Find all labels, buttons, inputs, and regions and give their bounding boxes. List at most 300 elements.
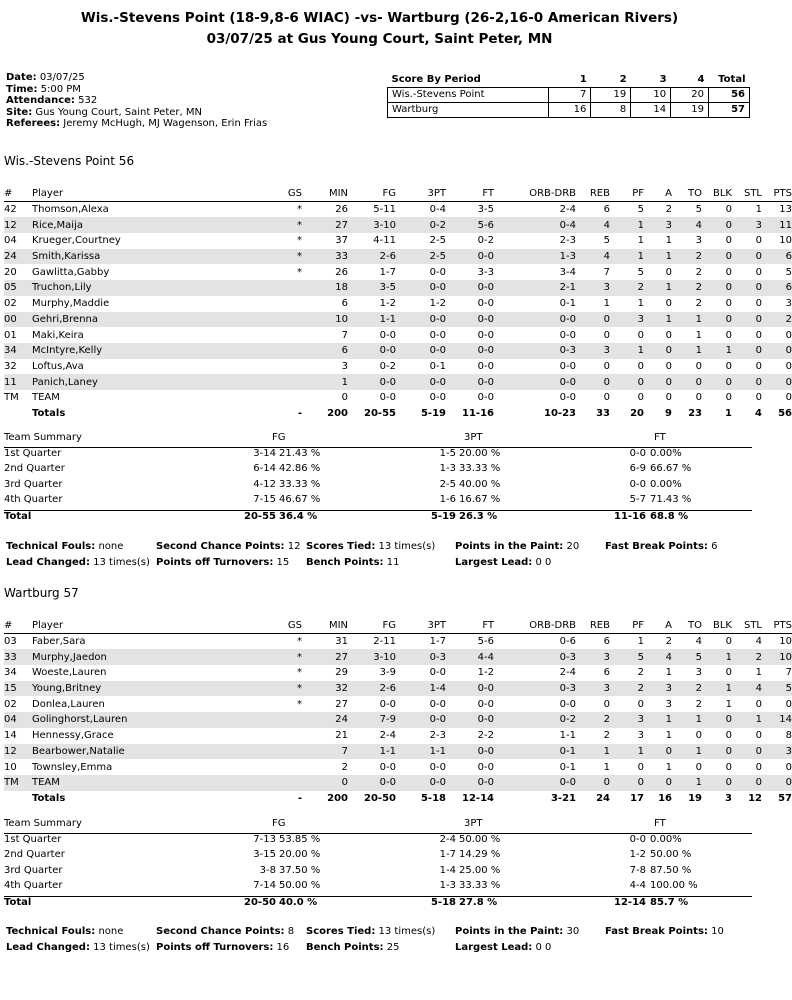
total-cell: 1	[725, 407, 732, 419]
summary-cell: 71.43 %	[650, 494, 692, 506]
stat-cell: 0-1	[559, 298, 576, 310]
summary-header	[4, 818, 752, 834]
score-row	[388, 102, 750, 117]
misc-stat-label: Fast Break Points:	[605, 541, 708, 552]
stat-cell	[222, 775, 312, 791]
summary-header	[4, 432, 752, 448]
stat-cell: 0	[576, 374, 610, 390]
stat-cell: 1-1	[559, 730, 576, 742]
summary-cell: 33.33 %	[459, 880, 501, 892]
stat-cell: 1	[702, 681, 732, 697]
stat-cell: 0	[702, 217, 732, 233]
player-row	[4, 202, 792, 218]
player-row	[4, 390, 792, 406]
stat-cell: 3	[785, 298, 792, 310]
stat-cell: 1-1	[396, 744, 446, 760]
misc-stat-label: Largest Lead:	[455, 942, 533, 953]
total-cell: 11-16	[462, 407, 494, 419]
total-cell: 4	[755, 407, 762, 419]
column-header: 3PT	[396, 186, 446, 202]
misc-stat	[306, 541, 435, 552]
column-header: A	[644, 618, 672, 634]
player-row	[4, 280, 792, 296]
player-row	[4, 696, 792, 712]
stat-cell: 3	[576, 681, 610, 697]
summary-cell: 40.00 %	[459, 478, 501, 490]
stat-cell: 1	[644, 249, 672, 265]
stat-cell: 2-3	[429, 730, 446, 742]
stat-cell: 1	[644, 312, 672, 328]
stat-cell: 0	[702, 280, 732, 296]
player-row	[4, 343, 792, 359]
stat-cell: 0	[755, 266, 762, 278]
stat-cell: 0	[755, 730, 762, 742]
stat-cell: 10	[312, 312, 348, 328]
stat-cell: 1	[672, 312, 702, 328]
stat-cell: *	[297, 204, 302, 216]
player-row	[4, 728, 792, 744]
stat-cell: 2-4	[559, 667, 576, 679]
summary-row	[4, 494, 752, 510]
time-label: Time:	[6, 83, 38, 95]
stat-cell: 0-0	[446, 374, 494, 390]
stat-cell: 0-0	[477, 698, 494, 710]
box-score-header	[4, 618, 792, 634]
referees-label: Referees:	[6, 118, 61, 129]
player-name: Truchon,Lily	[32, 280, 222, 296]
stat-cell: 4	[755, 636, 762, 648]
stat-cell: 0-0	[429, 329, 446, 341]
summary-cell: 3rd Quarter	[4, 864, 63, 876]
stat-cell: 0	[637, 392, 644, 404]
stat-cell: 6	[603, 204, 610, 216]
stat-cell: 0	[762, 343, 792, 359]
summary-cell: 68.8 %	[650, 510, 689, 522]
player-row	[4, 249, 792, 265]
stat-cell: 1-1	[348, 312, 396, 328]
score-by-period-title: Score By Period	[391, 73, 481, 85]
stat-cell: 0	[755, 298, 762, 310]
stat-cell: 0	[762, 775, 792, 791]
stat-cell: 3	[695, 235, 702, 247]
column-header: FT	[446, 618, 494, 634]
total-cell: 200	[327, 792, 348, 804]
player-row	[4, 312, 792, 328]
misc-stat	[306, 942, 399, 953]
stat-cell: 6	[603, 636, 610, 648]
stat-cell: 27	[335, 698, 348, 710]
stat-cell: 2-3	[559, 235, 576, 247]
stat-cell: 10	[4, 761, 17, 773]
stat-cell: 1-3	[494, 249, 576, 265]
misc-stat-value: 13 times(s)	[378, 926, 436, 937]
stat-cell: 0-0	[396, 343, 446, 359]
summary-cell: 3PT	[464, 432, 483, 443]
score-team: Wartburg	[388, 102, 549, 117]
summary-cell: 20.00 %	[459, 447, 501, 459]
stat-cell: 6	[341, 298, 348, 310]
stat-cell: 05	[4, 280, 32, 296]
misc-stat-label: Fast Break Points:	[605, 926, 708, 937]
stat-cell: 1	[610, 249, 644, 265]
stat-cell: 0	[725, 298, 732, 310]
misc-stat-value: 8	[287, 926, 295, 937]
stat-cell: 0	[725, 636, 732, 648]
stat-cell: 0-3	[494, 343, 576, 359]
stat-cell: 2	[610, 681, 644, 697]
stat-cell: 8	[785, 730, 792, 742]
stat-cell: 2	[695, 698, 702, 710]
stat-cell: TM	[4, 392, 19, 404]
player-row	[4, 327, 792, 343]
stat-cell: 0-0	[446, 312, 494, 328]
stat-cell: 1-2	[379, 298, 396, 310]
stat-cell: 0	[762, 374, 792, 390]
team-summary	[4, 818, 752, 912]
summary-cell: 0.00%	[650, 447, 682, 459]
total-cell: 10-23	[544, 407, 576, 419]
stat-cell: 2	[672, 249, 702, 265]
box-score-table	[4, 186, 792, 421]
stat-cell: 0	[644, 343, 672, 359]
stat-cell: 0-3	[494, 681, 576, 697]
totals-row	[4, 791, 792, 807]
summary-cell: 2nd Quarter	[4, 849, 65, 861]
stat-cell: 0-0	[559, 360, 576, 372]
stat-cell: 0-0	[348, 775, 396, 791]
stat-cell: 3	[576, 649, 610, 665]
summary-cell: 33.33 %	[279, 478, 321, 490]
score-by-period-header	[388, 72, 750, 87]
stat-cell: 0-0	[396, 712, 446, 728]
stat-cell: 5-6	[477, 636, 494, 648]
period-header: 1	[579, 73, 587, 85]
player-name: Bearbower,Natalie	[32, 744, 222, 760]
stat-cell: 33	[4, 649, 32, 665]
misc-stat-label: Lead Changed:	[6, 942, 90, 953]
stat-cell: 0-1	[559, 761, 576, 773]
stat-cell: 3	[576, 343, 610, 359]
stat-cell: 1	[672, 712, 702, 728]
total-cell: 23	[688, 407, 702, 419]
stat-cell: 0	[576, 775, 610, 791]
stat-cell	[222, 390, 312, 406]
period-header: 4	[697, 73, 705, 85]
stat-cell: 0	[603, 360, 610, 372]
stat-cell: 0	[702, 249, 732, 265]
stat-cell: 2	[695, 266, 702, 278]
stat-cell: 0	[732, 374, 762, 390]
player-name: Rice,Maija	[32, 217, 222, 233]
stat-cell: 1	[644, 280, 672, 296]
stat-cell: 0-2	[379, 360, 396, 372]
stat-cell: 6	[603, 667, 610, 679]
player-row	[4, 649, 792, 665]
stat-cell: 0	[725, 667, 732, 679]
summary-total	[4, 510, 752, 526]
time-value: 5:00 PM	[40, 83, 81, 95]
player-row	[4, 296, 792, 312]
column-header: PTS	[762, 186, 792, 202]
player-row	[4, 359, 792, 375]
total-cell: 19	[688, 792, 702, 804]
score-cell: 19	[591, 87, 631, 102]
stat-cell: 1	[610, 217, 644, 233]
misc-stat	[455, 926, 579, 937]
stat-cell: 0	[755, 698, 762, 710]
stat-cell: 7	[341, 329, 348, 341]
stat-cell: 0	[644, 744, 672, 760]
stat-cell: *	[222, 681, 312, 697]
site-label: Site:	[6, 106, 33, 118]
stat-cell: 0	[732, 312, 762, 328]
player-row	[4, 744, 792, 760]
stat-cell: 34	[4, 343, 32, 359]
stat-cell: 2	[672, 681, 702, 697]
stat-cell: 0	[312, 775, 348, 791]
misc-stat-value: none	[98, 541, 124, 552]
misc-stat	[455, 942, 551, 953]
stat-cell: 0	[732, 249, 762, 265]
stat-cell: 14	[762, 712, 792, 728]
player-row	[4, 712, 792, 728]
stat-cell: 6	[312, 343, 348, 359]
stat-cell: 0	[644, 775, 672, 791]
stat-cell: 4	[644, 649, 672, 665]
summary-cell: 4th Quarter	[4, 880, 63, 892]
stat-cell: 0	[665, 392, 672, 404]
summary-cell: 3-15	[253, 849, 276, 861]
stat-cell: 27	[312, 649, 348, 665]
stat-cell: 3	[341, 360, 348, 372]
stat-cell: 0-1	[494, 744, 576, 760]
stat-cell: 0	[725, 730, 732, 742]
stat-cell: 10	[762, 649, 792, 665]
total-cell: 17	[630, 792, 644, 804]
stat-cell: 3	[762, 744, 792, 760]
column-header: BLK	[702, 618, 732, 634]
summary-cell: 40.0 %	[279, 896, 318, 908]
stat-cell: 4-11	[373, 235, 396, 247]
misc-stat	[156, 557, 289, 568]
stat-cell: 1	[576, 744, 610, 760]
stat-cell: 0-0	[446, 249, 494, 265]
stat-cell: *	[297, 667, 302, 679]
game-info	[6, 72, 267, 130]
stat-cell: *	[222, 249, 312, 265]
stat-cell: 26	[335, 266, 348, 278]
player-row	[4, 217, 792, 233]
summary-cell: 1-7	[439, 849, 456, 861]
stat-cell: 6	[762, 280, 792, 296]
total-cell: 12	[748, 792, 762, 804]
column-header: FG	[348, 618, 396, 634]
summary-cell: 0-0	[629, 833, 646, 845]
box-score-header	[4, 186, 792, 202]
stat-cell: 0	[603, 392, 610, 404]
summary-cell: Total	[4, 510, 32, 522]
stat-cell: 7	[785, 667, 792, 679]
stat-cell: 0-0	[559, 329, 576, 341]
stat-cell: 00	[4, 312, 32, 328]
score-cell: 16	[549, 102, 591, 117]
stat-cell	[222, 312, 312, 328]
stat-cell: 0-0	[559, 392, 576, 404]
stat-cell: 0-4	[429, 204, 446, 216]
column-header: GS	[222, 186, 312, 202]
misc-stat	[156, 942, 289, 953]
misc-stat-value: 6	[711, 541, 718, 552]
stat-cell: 2	[603, 730, 610, 742]
summary-cell: 1-5	[439, 447, 456, 459]
stat-cell: 5	[603, 235, 610, 247]
stat-cell: 1	[725, 698, 732, 710]
stat-cell: 0	[341, 392, 348, 404]
stat-cell: 02	[4, 698, 17, 710]
stat-cell: 1	[637, 298, 644, 310]
stat-cell: *	[222, 649, 312, 665]
total-cell: Totals	[32, 407, 66, 419]
misc-stat-value: 16	[276, 942, 290, 953]
total-cell: 57	[778, 792, 792, 804]
column-header: TO	[672, 186, 702, 202]
summary-cell: 2nd Quarter	[4, 463, 65, 475]
summary-cell: 7-8	[629, 864, 646, 876]
stat-cell: 1	[665, 761, 672, 773]
player-row	[4, 634, 792, 650]
stat-cell: 1-4	[396, 681, 446, 697]
attendance-label: Attendance:	[6, 95, 75, 106]
stat-cell: 0	[695, 392, 702, 404]
stat-cell: 0	[665, 360, 672, 372]
summary-cell: 4-12	[253, 478, 276, 490]
stat-cell: 1-2	[477, 667, 494, 679]
stat-cell: 2	[576, 712, 610, 728]
column-header: FG	[348, 186, 396, 202]
misc-stat	[455, 557, 551, 568]
summary-cell: 21.43 %	[279, 447, 321, 459]
stat-cell: 11	[762, 217, 792, 233]
summary-cell: 85.7 %	[650, 896, 689, 908]
period-header: 2	[619, 73, 627, 85]
stat-cell	[222, 359, 312, 375]
stat-cell: 04	[4, 712, 32, 728]
column-header: TO	[672, 618, 702, 634]
stat-cell: 7	[603, 266, 610, 278]
stat-cell: 0	[725, 360, 732, 372]
summary-cell: 5-19	[430, 510, 456, 522]
stat-cell: 01	[4, 329, 17, 341]
stat-cell: 1	[702, 343, 732, 359]
stat-cell: 0	[732, 744, 762, 760]
stat-cell: 1	[672, 775, 702, 791]
stat-cell: 5	[762, 681, 792, 697]
summary-cell: 27.8 %	[459, 896, 498, 908]
stat-cell: 32	[312, 681, 348, 697]
stat-cell: 0	[755, 235, 762, 247]
stat-cell: 0	[785, 329, 792, 341]
stat-cell: 04	[4, 235, 17, 247]
totals-row	[4, 406, 792, 422]
misc-stat-label: Technical Fouls:	[6, 541, 96, 552]
stat-cell: 37	[335, 235, 348, 247]
summary-row	[4, 448, 752, 464]
stat-cell: 3	[610, 312, 644, 328]
total-cell: 16	[658, 792, 672, 804]
column-header: 3PT	[396, 618, 446, 634]
stat-cell: 2	[665, 204, 672, 216]
stat-cell: 2	[695, 298, 702, 310]
stat-cell	[222, 744, 312, 760]
stat-cell: 3-10	[348, 217, 396, 233]
stat-cell: 0-0	[477, 761, 494, 773]
column-header: #	[4, 186, 32, 202]
summary-cell: 1-2	[629, 849, 646, 861]
stat-cell: 2	[665, 636, 672, 648]
stat-cell: 2-6	[348, 249, 396, 265]
score-cell: 20	[671, 87, 709, 102]
stat-cell: 4	[732, 681, 762, 697]
stat-cell: 1	[702, 649, 732, 665]
misc-stat-value: 20	[566, 541, 580, 552]
attendance-value: 532	[78, 95, 98, 106]
summary-cell: 7-13	[253, 833, 276, 845]
summary-cell: 3-14	[253, 447, 276, 459]
player-row	[4, 759, 792, 775]
score-row	[388, 87, 750, 102]
misc-stat-value: 30	[566, 926, 580, 937]
summary-cell: 87.50 %	[650, 864, 692, 876]
stat-cell: 1	[672, 343, 702, 359]
summary-cell: 2-5	[439, 478, 456, 490]
team-heading: Wis.-Stevens Point 56	[4, 154, 135, 168]
stat-cell: 2	[762, 312, 792, 328]
date-value: 03/07/25	[39, 72, 85, 83]
stat-cell: 5-11	[373, 204, 396, 216]
column-header: FT	[446, 186, 494, 202]
column-header: MIN	[312, 618, 348, 634]
summary-cell: 1st Quarter	[4, 833, 62, 845]
total-cell	[4, 791, 32, 807]
misc-stat	[605, 926, 724, 937]
misc-stat-label: Lead Changed:	[6, 557, 90, 568]
stat-cell: 6	[762, 249, 792, 265]
stat-cell: 10	[779, 235, 792, 247]
stat-cell: 18	[312, 280, 348, 296]
stat-cell: 11	[4, 374, 32, 390]
stat-cell: 0-0	[379, 761, 396, 773]
stat-cell	[222, 280, 312, 296]
stat-cell: 5	[610, 649, 644, 665]
total-cell: 12-14	[462, 792, 494, 804]
player-name: Krueger,Courtney	[32, 235, 121, 247]
total-cell: 56	[778, 407, 792, 419]
summary-cell: 26.3 %	[459, 510, 498, 522]
stat-cell: 0	[665, 329, 672, 341]
stat-cell: 1-1	[348, 744, 396, 760]
summary-cell: 6-14	[253, 463, 276, 475]
stat-cell: 0	[732, 343, 762, 359]
stat-cell: 0	[603, 329, 610, 341]
summary-cell: 5-7	[629, 494, 646, 506]
score-cell: 7	[549, 87, 591, 102]
score-team: Wis.-Stevens Point	[388, 87, 549, 102]
stat-cell: 0-6	[559, 636, 576, 648]
player-name: Panich,Laney	[32, 374, 222, 390]
team-heading: Wartburg 57	[4, 586, 79, 600]
stat-cell: 0-0	[477, 392, 494, 404]
stat-cell	[222, 327, 312, 343]
